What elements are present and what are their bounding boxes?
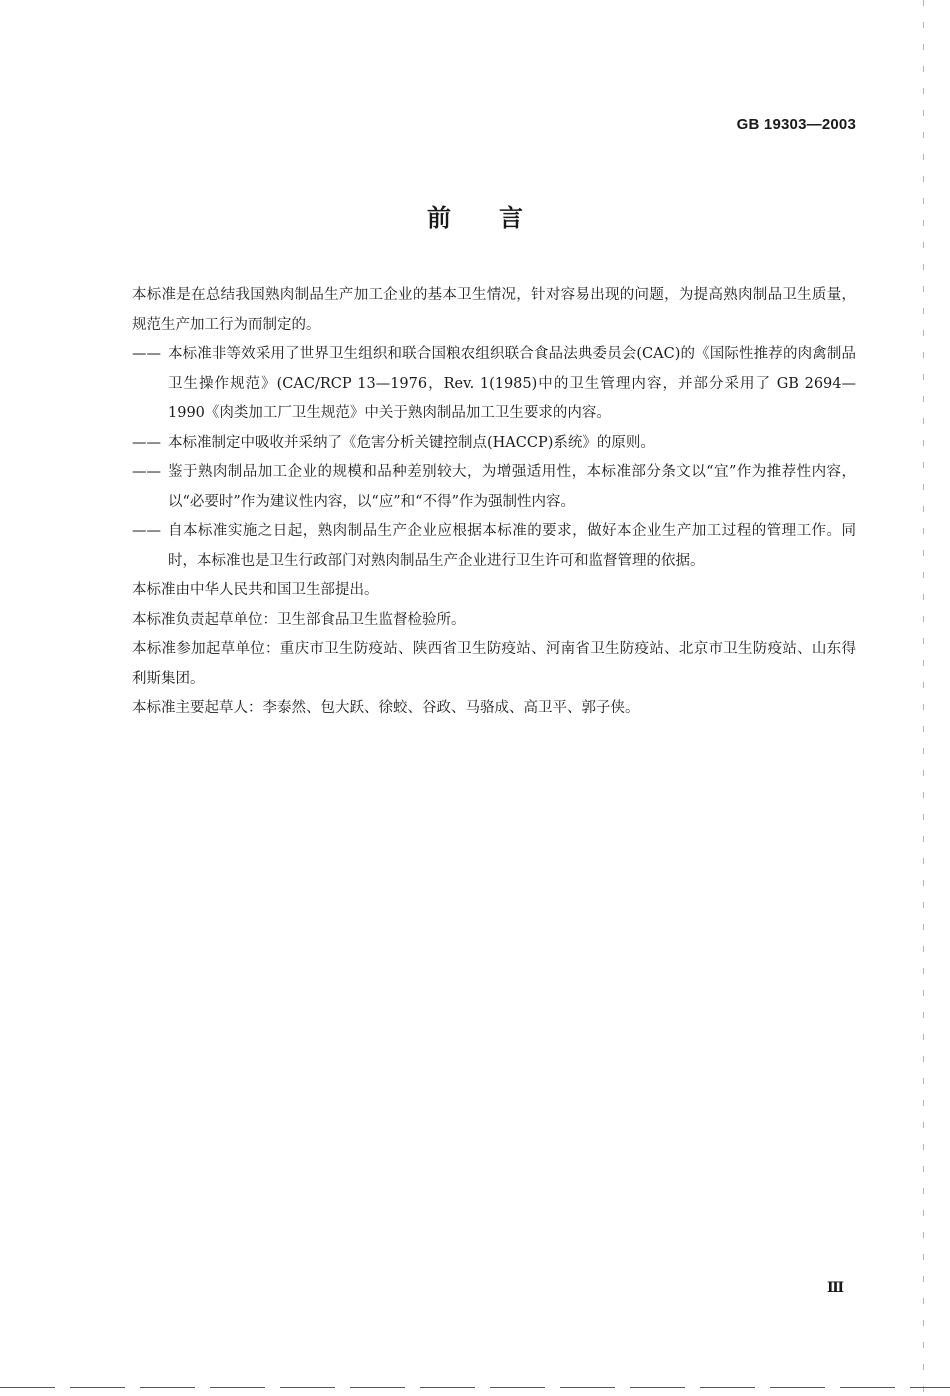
list-item-text: 自本标准实施之日起，熟肉制品生产企业应根据本标准的要求，做好本企业生产加工过程的管理工作。同时，本标准也是卫生行政部门对熟肉制品生产企业进行卫生许可和监督管理的依据。 (168, 523, 856, 569)
list-item (132, 340, 856, 429)
responsible-unit-paragraph: 本标准负责起草单位：卫生部食品卫生监督检验所。 (132, 611, 466, 628)
intro-paragraph (132, 281, 856, 340)
foreword-body (132, 281, 856, 724)
dash-marker: —— (132, 464, 161, 480)
scan-edge-bottom (0, 1387, 950, 1388)
participating-units-paragraph: 本标准参加起草单位：重庆市卫生防疫站、陕西省卫生防疫站、河南省卫生防疫站、北京市卫生防疫站、山东得利斯集团。 (132, 641, 856, 687)
page-title: 前言 (427, 204, 571, 232)
scan-edge-right (923, 0, 924, 1396)
dash-marker: —— (132, 523, 161, 539)
proposer-paragraph: 本标准由中华人民共和国卫生部提出。 (132, 582, 379, 598)
standard-code: GB 19303—2003 (736, 116, 856, 133)
list-item-text: 本标准非等效采用了世界卫生组织和联合国粮农组织联合食品法典委员会(CAC)的《国际性推荐的肉禽制品卫生操作规范》(CAC/RCP 13—1976，Rev. 1(1985)中的卫生管理内容，并部分采用了 GB 2694—1990《肉类加工厂卫生规范》中关于熟肉制品加工卫生要求的内容。 (168, 346, 856, 421)
list-item (132, 429, 856, 459)
main-drafters-paragraph: 本标准主要起草人：李泰然、包大跃、徐蛟、谷政、马骆成、高卫平、郭子侠。 (132, 700, 640, 716)
dash-marker: —— (132, 434, 161, 451)
list-item (132, 458, 856, 517)
page-number: Ⅲ (826, 1280, 844, 1296)
list-item-text: 鉴于熟肉制品加工企业的规模和品种差别较大，为增强适用性，本标准部分条文以“宜”作为推荐性内容，以“必要时”作为建议性内容，以“应”和“不得”作为强制性内容。 (168, 464, 856, 510)
dash-marker: —— (132, 346, 161, 362)
intro-text: 本标准是在总结我国熟肉制品生产加工企业的基本卫生情况，针对容易出现的问题，为提高熟肉制品卫生质量，规范生产加工行为而制定的。 (132, 287, 856, 333)
list-item-text: 本标准制定中吸收并采纳了《危害分析关键控制点(HACCP)系统》的原则。 (168, 434, 655, 451)
list-item (132, 517, 856, 576)
